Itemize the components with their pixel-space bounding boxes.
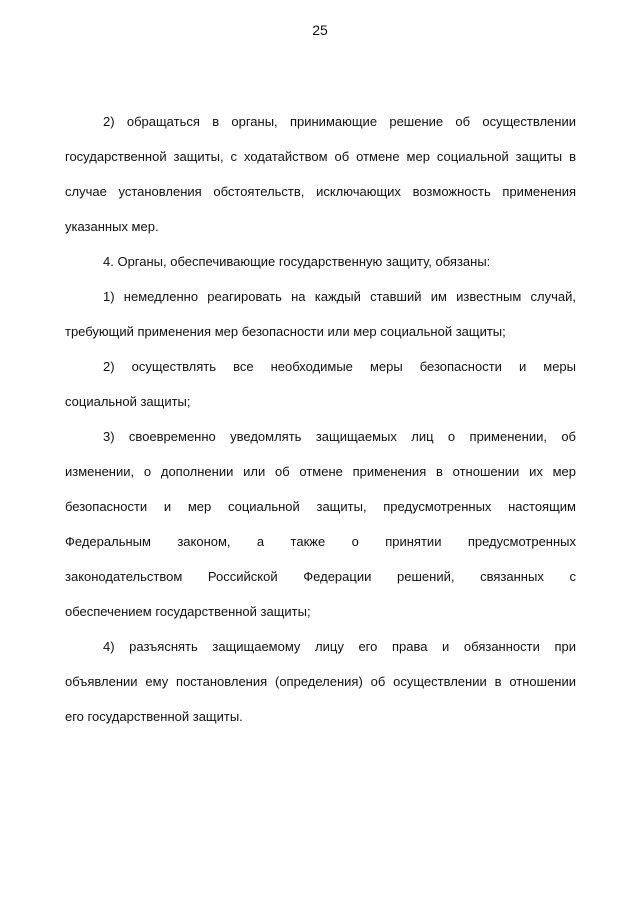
text-line: изменении, о дополнении или об отмене применения в отношении их мер [65,464,576,479]
text-line: 2) обращаться в органы, принимающие решение об осуществлении [103,114,576,129]
text-line: законодательством Российской Федерации решений, связанных с [65,569,576,584]
text-line: объявлении ему постановления (определения) об осуществлении в отношении [65,674,576,689]
text-line: Федеральным законом, а также о принятии предусмотренных [65,534,576,549]
text-line: обеспечением государственной защиты; [65,604,311,619]
text-line: социальной защиты; [65,394,191,409]
text-line: 4) разъяснять защищаемому лицу его права и обязанности при [103,639,576,654]
text-line: безопасности и мер социальной защиты, предусмотренных настоящим [65,499,576,514]
text-line: 4. Органы, обеспечивающие государственную защиту, обязаны: [103,254,491,269]
page-number: 25 [312,22,328,38]
text-line: государственной защиты, с ходатайством об отмене мер социальной защиты в [65,149,576,164]
text-line: 3) своевременно уведомлять защищаемых лиц о применении, об [103,429,576,444]
text-line: его государственной защиты. [65,709,243,724]
text-line: требующий применения мер безопасности или мер социальной защиты; [65,324,506,339]
text-line: 1) немедленно реагировать на каждый ставший им известным случай, [103,289,576,304]
text-line: случае установления обстоятельств, исключающих возможность применения [65,184,576,199]
text-line: 2) осуществлять все необходимые меры безопасности и меры [103,359,576,374]
text-line: указанных мер. [65,219,159,234]
